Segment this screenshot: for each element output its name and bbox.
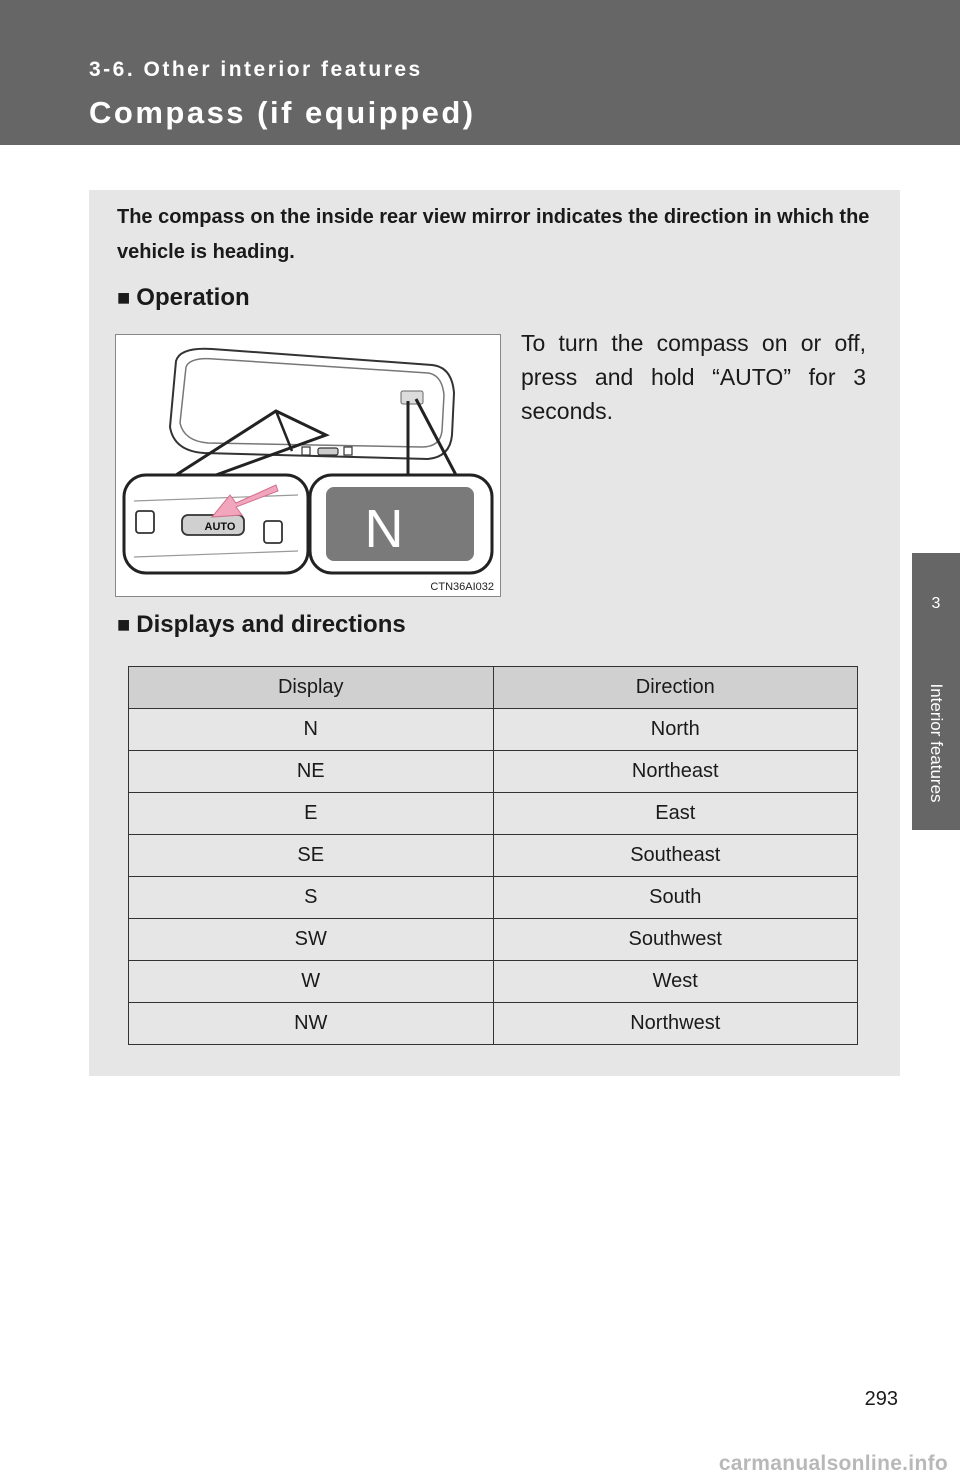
square-bullet-icon: ■ — [117, 285, 131, 310]
display-cell: NW — [129, 1003, 494, 1045]
table-row — [129, 877, 858, 919]
table-row — [129, 835, 858, 877]
direction-cell: East — [493, 793, 858, 835]
watermark: carmanualsonline.info — [718, 1452, 948, 1475]
direction-cell: Northwest — [493, 1003, 858, 1045]
operation-heading — [117, 284, 250, 312]
auto-button-label: AUTO — [204, 521, 236, 533]
page-title: Compass (if equipped) — [89, 95, 476, 130]
figure-code: CTN36AI032 — [430, 581, 494, 593]
direction-cell: West — [493, 961, 858, 1003]
column-header-direction: Direction — [493, 667, 858, 709]
displays-heading — [117, 611, 406, 639]
displays-heading-text: Displays and directions — [136, 611, 406, 638]
direction-cell: North — [493, 709, 858, 751]
chapter-tab-label: Interior features — [927, 683, 946, 803]
direction-cell: Southeast — [493, 835, 858, 877]
direction-cell: Northeast — [493, 751, 858, 793]
section-label: 3-6. Other interior features — [89, 58, 423, 81]
square-bullet-icon: ■ — [117, 612, 131, 637]
mirror-diagram — [116, 335, 500, 596]
direction-cell: Southwest — [493, 919, 858, 961]
display-cell: SW — [129, 919, 494, 961]
display-cell: W — [129, 961, 494, 1003]
chapter-tab — [912, 655, 960, 830]
table-header-row — [129, 667, 858, 709]
chapter-tab-number: 3 — [912, 553, 960, 655]
display-cell: N — [129, 709, 494, 751]
direction-cell: South — [493, 877, 858, 919]
display-cell: S — [129, 877, 494, 919]
operation-text: To turn the compass on or off, press and hold “AUTO” for 3 seconds. — [521, 330, 866, 424]
table-row — [129, 793, 858, 835]
table-row — [129, 961, 858, 1003]
column-header-display: Display — [129, 667, 494, 709]
operation-heading-text: Operation — [136, 284, 250, 311]
table-row — [129, 751, 858, 793]
directions-table — [128, 666, 858, 1045]
table-row — [129, 919, 858, 961]
compass-display-letter: N — [364, 499, 404, 559]
table-row — [129, 709, 858, 751]
intro-text: The compass on the inside rear view mirror indicates the direction in which the vehicle is heading. — [117, 206, 870, 263]
display-cell: E — [129, 793, 494, 835]
display-cell: SE — [129, 835, 494, 877]
table-row — [129, 1003, 858, 1045]
mirror-illustration — [115, 334, 501, 597]
display-cell: NE — [129, 751, 494, 793]
page-number: 293 — [864, 1388, 898, 1410]
